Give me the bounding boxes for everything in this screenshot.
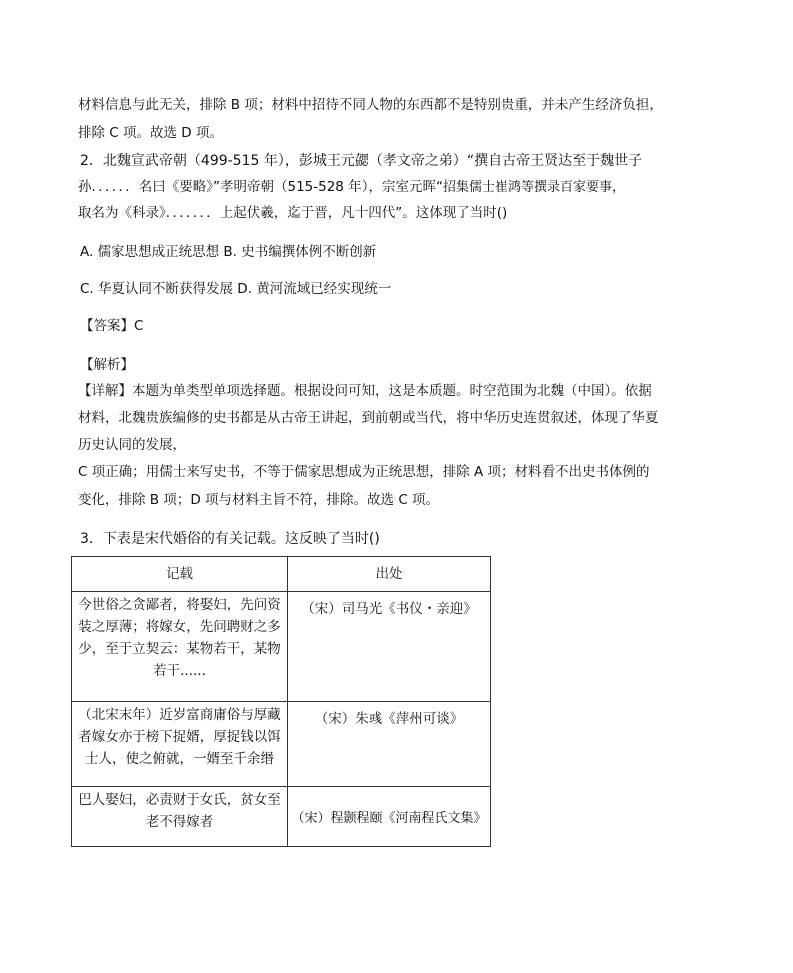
question-2-stem-line: 2．北魏宣武帝朝（499-515 年），彭城王元勰（孝文帝之弟）“撰自古帝王贤达至于魏世子 <box>80 153 643 169</box>
question-2-options-cd: C. 华夏认同不断获得发展 D. 黄河流域已经实现统一 <box>80 281 392 297</box>
question-2-options-ab: A. 儒家思想成正统思想 B. 史书编撰体例不断创新 <box>80 244 377 260</box>
question-2-analysis-line: C 项正确；用儒士来写史书，不等于儒家思想成为正统思想，排除 A 项；材料看不出史书体例的 <box>78 464 650 480</box>
stem-text: 孙．．．．．．名曰《要略》”孝明帝朝（515-528 年），宗室元晖“ <box>78 179 443 195</box>
question-2-answer: 【答案】C <box>80 318 144 334</box>
question-2-stem-line: 取名为《科录》．．．．．．．上起伏羲，迄于晋，凡十四代”。这体现了当时() <box>78 205 508 221</box>
question-2-stem-line <box>78 177 625 198</box>
table-row <box>72 787 491 847</box>
source-cell: （宋）司马光《书仪・亲迎》 <box>288 592 491 702</box>
table-header-row <box>72 557 491 592</box>
record-cell: （北宋末年）近岁富商庸俗与厚藏者嫁女亦于榜下捉婿，厚捉钱以饵士人，使之俯就，一婿至千余缗 <box>72 702 288 787</box>
question-2-analysis-line: 变化，排除 B 项；D 项与材料主旨不符，排除。故选 C 项。 <box>78 492 440 508</box>
question-2-analysis-title: 【解析】 <box>80 357 134 373</box>
table-row <box>72 702 491 787</box>
source-cell: （宋）朱彧《萍州可谈》 <box>288 702 491 787</box>
source-cell: （宋）程颢程颐《河南程氏文集》 <box>288 787 491 847</box>
q1-analysis-line: 材料信息与此无关，排除 B 项；材料中招待不同人物的东西都不是特别贵重，并未产生经济负担， <box>78 97 663 113</box>
table-row <box>72 592 491 702</box>
records-table <box>71 556 491 847</box>
question-2-analysis-line: 历史认同的发展， <box>78 437 186 453</box>
question-2-analysis-line: 材料，北魏贵族编修的史书都是从古帝王讲起，到前朝或当代，将中华历史连贯叙述，体现了华夏 <box>78 410 659 426</box>
question-3-stem: 3．下表是宋代婚俗的有关记载。这反映了当时() <box>80 531 380 547</box>
table-header-source: 出处 <box>288 557 491 592</box>
question-2-analysis-line: 【详解】本题为单类型单项选择题。根据设问可知，这是本质题。时空范围为北魏（中国）。依据 <box>78 383 652 399</box>
table-header-record: 记载 <box>72 557 288 592</box>
q1-analysis-line: 排除 C 项。故选 D 项。 <box>78 125 223 141</box>
stem-text: ， <box>611 179 626 195</box>
record-cell: 今世俗之贪鄙者，将娶妇，先问资装之厚薄；将嫁女，先问聘财之多少，至于立契云：某物若干，某物若干...... <box>72 592 288 702</box>
stem-quote: 招集儒士崔鸿等撰录百家要事 <box>442 180 612 195</box>
record-cell: 巴人娶妇，必责财于女氏，贫女至老不得嫁者 <box>72 787 288 847</box>
